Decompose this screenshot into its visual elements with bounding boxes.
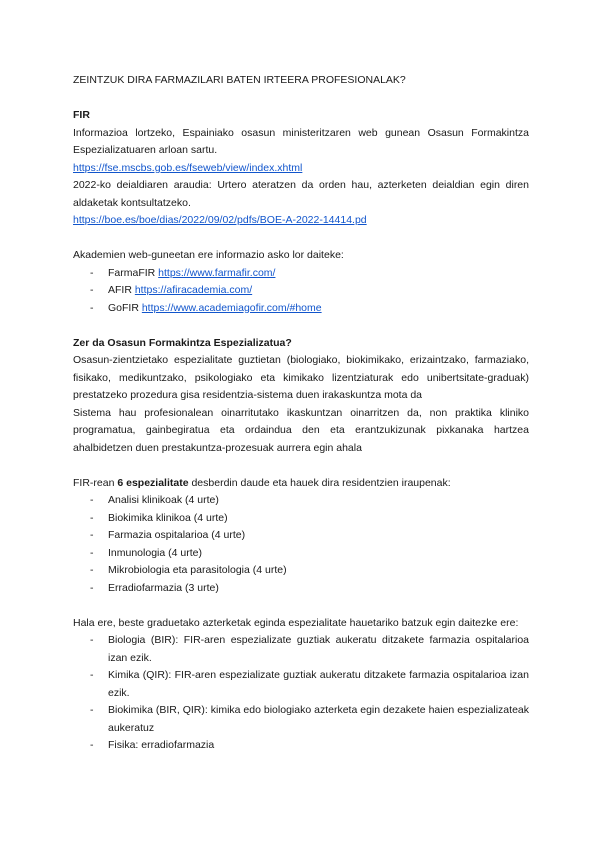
academies-intro: Akademien web-guneetan ere informazio asko lor daiteke: [73, 249, 344, 261]
specialties-intro: FIR-rean 6 espezialitate desberdin daude eta hauek dira residentzien iraupenak: [73, 476, 451, 489]
list-item: - Inmunologia (4 urte) [73, 545, 529, 563]
list-item: - Biologia (BIR): FIR-aren espezializate guztiak aukeratu ditzakete farmazia ospitalarioa izan ezik. [73, 632, 529, 667]
afir-link[interactable]: https://afiracademia.com/ [134, 284, 253, 296]
list-item: - Kimika (QIR): FIR-aren espezializate guztiak aukeratu ditzakete farmazia ospitalarioa izan ezik. [73, 667, 529, 702]
ofe-paragraph-1: Osasun-zientzietako espezialitate guztietan (biologiako, biokimikako, erizaintzako, farmaziako, fisikako, medikuntzako, psikologiako eta kimikako lizentziaturak edo unibertsitate-graduak) prestatzeko prozedura gisa residentzia-sistema duen irakaskuntza mota da [73, 354, 529, 401]
ofe-paragraph-2: Sistema hau profesionalean oinarritutako ikaskuntzan oinarritzen da, non praktika kliniko programatua, gainbegiratua eta ordaindua den eta erantzukizunak pixkanaka hartzea ahalbidetzen duen prestakuntza-prozesuak aurrera egin ahala [73, 406, 529, 454]
list-item: - Analisi klinikoak (4 urte) [73, 492, 529, 510]
farmafir-link[interactable]: https://www.farmafir.com/ [158, 266, 276, 279]
ofe-heading: Zer da Osasun Formakintza Espezializatua? [73, 336, 292, 349]
gofir-link[interactable]: https://www.academiagofir.com/#home [141, 301, 322, 314]
list-item: - Erradiofarmazia (3 urte) [73, 580, 529, 598]
academies-list [73, 265, 529, 318]
list-item: - Biokimika klinikoa (4 urte) [73, 510, 529, 528]
other-intro: Hala ere, beste graduetako azterketak eginda espezialitate hauetariko batzuk egin daitezke ere: [73, 616, 519, 629]
list-item: - Biokimika (BIR, QIR): kimika edo biologiako azterketa egin dezakete haien espezializateak aukeratuz [73, 702, 529, 737]
list-item: - GoFIR https://www.academiagofir.com/#home [73, 300, 529, 318]
list-item: - FarmaFIR https://www.farmafir.com/ [73, 265, 529, 283]
specialties-list [73, 492, 529, 597]
ministry-link[interactable]: https://fse.mscbs.gob.es/fseweb/view/index.xhtml [73, 161, 303, 174]
page-title: ZEINTZUK DIRA FARMAZILARI BATEN IRTEERA PROFESIONALAK? [73, 74, 406, 86]
fir-heading: FIR [73, 109, 90, 121]
list-item: - AFIR https://afiracademia.com/ [73, 282, 529, 300]
list-item: - Mikrobiologia eta parasitologia (4 urte) [73, 562, 529, 580]
fir-intro: Informazioa lortzeko, Espainiako osasun ministeritzaren web gunean Osasun Formakintza Espezializatuaren arloan sartu. [73, 126, 529, 156]
other-list [73, 632, 529, 755]
fir-convocatoria: 2022-ko deialdiaren araudia: Urtero ateratzen da orden hau, azterketen deialdian egin diren aldaketak kontsultatzeko. [73, 179, 529, 209]
list-item: - Fisika: erradiofarmazia [73, 737, 529, 755]
list-item: - Farmazia ospitalarioa (4 urte) [73, 527, 529, 545]
boe-link[interactable]: https://boe.es/boe/dias/2022/09/02/pdfs/BOE-A-2022-14414.pd [73, 214, 367, 226]
